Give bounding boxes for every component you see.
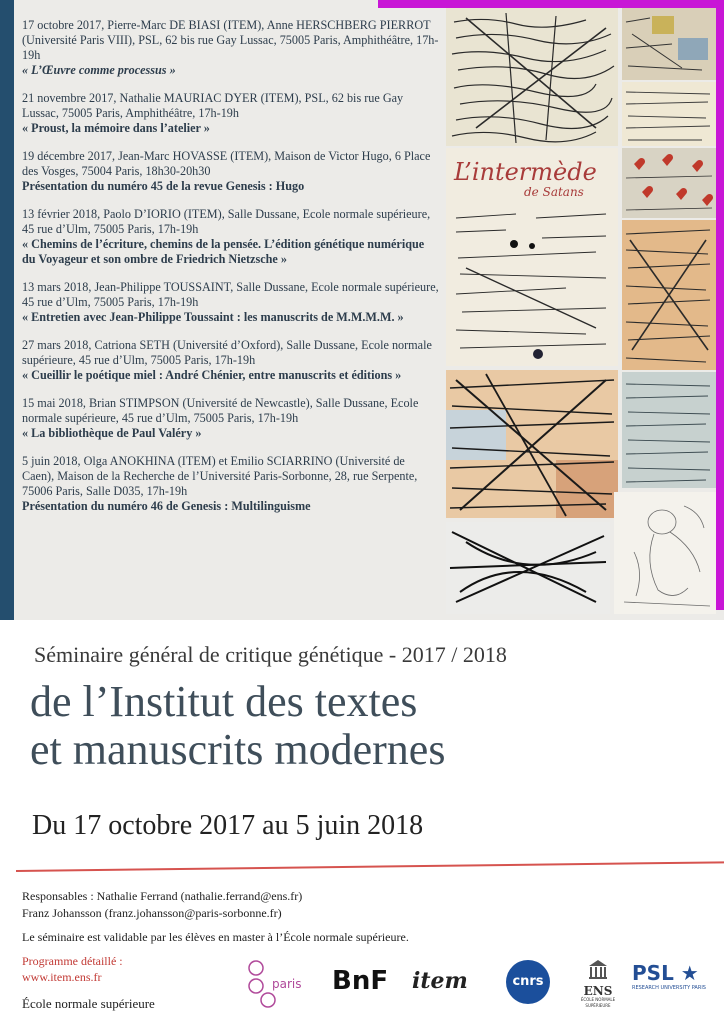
ens-building-icon xyxy=(587,958,609,980)
manuscript-image xyxy=(614,492,716,614)
event-item xyxy=(22,396,440,441)
events-list xyxy=(22,18,440,527)
accent-bar-right xyxy=(716,0,724,610)
psl-logo-subtext: RESEARCH UNIVERSITY PARIS xyxy=(632,985,706,991)
programme-info xyxy=(22,953,123,985)
manuscript-image xyxy=(446,522,610,614)
responsable-1: Responsables : Nathalie Ferrand (nathalie.ferrand@ens.fr) xyxy=(22,889,303,903)
poster-title xyxy=(30,678,445,774)
ens-logo-subtext: ÉCOLE NORMALE SUPÉRIEURE xyxy=(580,997,616,1008)
event-info: 19 décembre 2017, Jean-Marc HOVASSE (ITEM), Maison de Victor Hugo, 6 Place des Vosges, 75004 Paris, 18h30-20h30 xyxy=(22,149,431,178)
item-logo xyxy=(412,968,468,994)
event-info: 13 mars 2018, Jean-Philippe TOUSSAINT, Salle Dussane, Ecole normale supérieure, 45 rue d’Ulm, 75005 Paris, 17h-19h xyxy=(22,280,439,309)
event-title: Présentation du numéro 46 de Genesis : Multilinguisme xyxy=(22,499,311,513)
psl-logo-text: PSL xyxy=(632,961,674,985)
event-item xyxy=(22,280,440,325)
event-info: 13 février 2018, Paolo D’IORIO (ITEM), Salle Dussane, Ecole normale supérieure, 45 rue d’Ulm, 75005 Paris, 17h-19h xyxy=(22,207,431,236)
event-item xyxy=(22,149,440,194)
ens-label: École normale supérieure xyxy=(22,996,155,1011)
event-info: 15 mai 2018, Brian STIMPSON (Université de Newcastle), Salle Dussane, Ecole normale supérieure, 45 rue d’Ulm, 75005 Paris, 17h-19h xyxy=(22,396,419,425)
manuscript-image xyxy=(622,220,716,370)
event-item xyxy=(22,207,440,267)
manuscript-image xyxy=(622,8,716,80)
seminar-subtitle: Séminaire général de critique génétique - 2017 / 2018 xyxy=(34,642,507,667)
event-title: « Entretien avec Jean-Philippe Toussaint : les manuscrits de M.M.M.M. » xyxy=(22,310,404,324)
manuscript-image xyxy=(446,8,618,146)
item-logo-text: item xyxy=(412,968,468,994)
iea-paris-logo xyxy=(246,958,308,1012)
manuscript-image xyxy=(622,148,716,218)
event-title: « L’Œuvre comme processus » xyxy=(22,63,176,77)
divider-line xyxy=(16,861,724,872)
poster-footer xyxy=(0,620,724,1024)
manuscript-subheading: de Satans xyxy=(524,185,584,199)
iea-logo-text: paris xyxy=(272,977,302,991)
manuscript-image xyxy=(446,148,618,366)
partner-logos xyxy=(240,956,716,1016)
event-title: « Chemins de l’écriture, chemins de la pensée. L’édition génétique numérique du Voyageur et son ombre de Friedrich Nietzsche » xyxy=(22,237,425,266)
programme-label: Programme détaillé : xyxy=(22,954,123,968)
event-item xyxy=(22,18,440,78)
event-info: 17 octobre 2017, Pierre-Marc DE BIASI (ITEM), Anne HERSCHBERG PIERROT (Université Paris VIII), PSL, 62 bis rue Gay Lussac, 75005 Paris, Amphithéâtre, 17h-19h xyxy=(22,18,439,62)
star-icon: ★ xyxy=(673,961,699,985)
event-info: 5 juin 2018, Olga ANOKHINA (ITEM) et Emilio SCIARRINO (Université de Caen), Maison de la Recherche de l’Université Paris-Sorbonne, 28, rue Serpente, 75006 Paris, Salle D035, 17h-19h xyxy=(22,454,418,498)
event-info: 21 novembre 2017, Nathalie MAURIAC DYER (ITEM), PSL, 62 bis rue Gay Lussac, 75005 Paris, Amphithéâtre, 17h-19h xyxy=(22,91,404,120)
event-item xyxy=(22,454,440,514)
psl-logo xyxy=(632,962,714,992)
accent-bar-top xyxy=(378,0,724,8)
validation-note: Le séminaire est validable par les élèves en master à l’École normale supérieure. xyxy=(22,930,409,944)
bnf-logo-text: BnF xyxy=(332,966,389,996)
manuscript-collage xyxy=(446,8,716,612)
cnrs-logo-text: cnrs xyxy=(512,974,544,989)
ens-logo xyxy=(576,958,620,1009)
event-item xyxy=(22,91,440,136)
cnrs-logo xyxy=(506,960,550,1004)
date-range: Du 17 octobre 2017 au 5 juin 2018 xyxy=(32,810,424,841)
manuscript-image xyxy=(446,370,618,518)
event-title: « Proust, la mémoire dans l’atelier » xyxy=(22,121,210,135)
event-title: Présentation du numéro 45 de la revue Genesis : Hugo xyxy=(22,179,305,193)
title-line-2: et manuscrits modernes xyxy=(30,725,446,774)
event-info: 27 mars 2018, Catriona SETH (Université d’Oxford), Salle Dussane, Ecole normale supérieure, 45 rue d’Ulm, 75005 Paris, 17h-19h xyxy=(22,338,432,367)
manuscript-image xyxy=(622,82,716,146)
contacts xyxy=(22,888,302,922)
bnf-logo xyxy=(332,966,388,996)
ens-logo-text: ENS xyxy=(583,984,613,998)
event-title: « La bibliothèque de Paul Valéry » xyxy=(22,426,202,440)
responsable-2: Franz Johansson (franz.johansson@paris-sorbonne.fr) xyxy=(22,906,282,920)
event-item xyxy=(22,338,440,383)
programme-link[interactable]: www.item.ens.fr xyxy=(22,970,102,984)
title-line-1: de l’Institut des textes xyxy=(30,677,418,726)
manuscript-heading: L’intermède xyxy=(454,158,597,186)
manuscript-image xyxy=(622,372,716,488)
event-title: « Cueillir le poétique miel : André Chénier, entre manuscrits et éditions » xyxy=(22,368,402,382)
